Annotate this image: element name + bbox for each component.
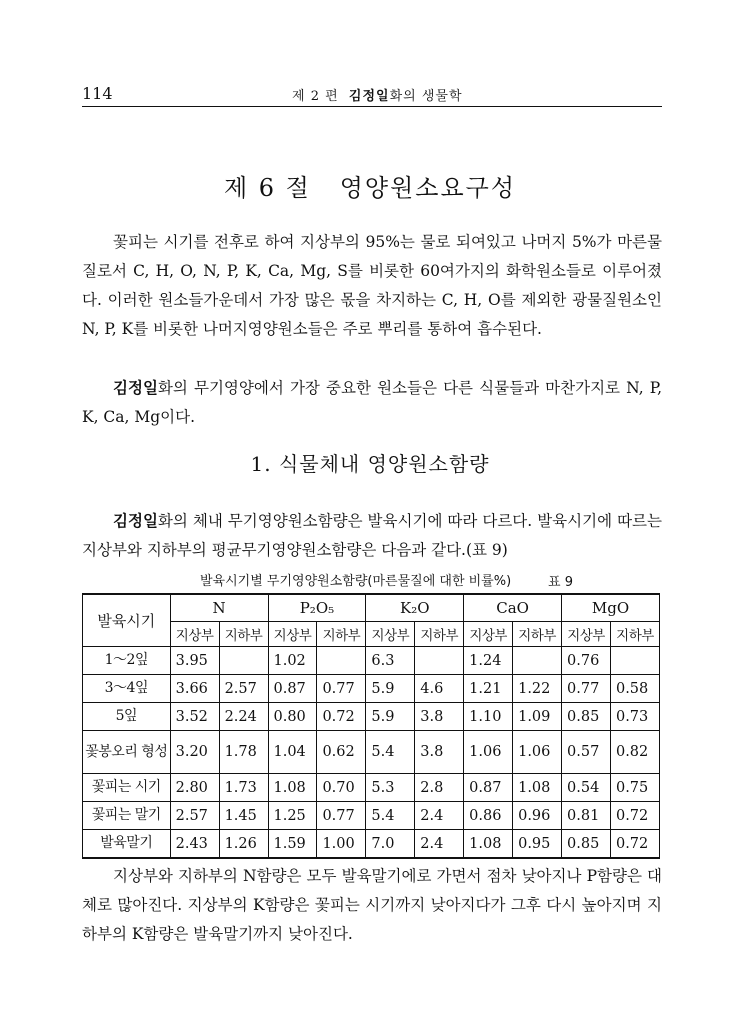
value-cell: 3.20: [170, 731, 219, 774]
value-cell: 0.75: [610, 774, 659, 802]
value-cell: 5.9: [366, 703, 415, 731]
value-cell: [610, 647, 659, 675]
value-cell: [317, 647, 366, 675]
value-cell: 2.57: [170, 802, 219, 830]
running-head-prefix: 제 2 편: [292, 89, 339, 104]
sub-header: 지상부: [464, 622, 513, 647]
value-cell: 2.43: [170, 830, 219, 859]
value-cell: 3.52: [170, 703, 219, 731]
value-cell: 0.87: [464, 774, 513, 802]
value-cell: 1.06: [464, 731, 513, 774]
table-row: [83, 830, 660, 859]
group-header: K₂O: [366, 594, 464, 622]
value-cell: 0.81: [562, 802, 611, 830]
stage-cell: 꽃피는 말기: [83, 802, 171, 830]
table-row: [83, 774, 660, 802]
stage-cell: 꽃피는 시기: [83, 774, 171, 802]
value-cell: 1.08: [464, 830, 513, 859]
body-paragraph-text: 화의 체내 무기영양원소함량은 발육시기에 따라 다르다. 발육시기에 따르는 지상부와 지하부의 평균무기영양원소함량은 다음과 같다.(표 9): [82, 512, 662, 559]
sub-header: 지상부: [562, 622, 611, 647]
table-row: [83, 802, 660, 830]
body-paragraph: [82, 506, 662, 565]
value-cell: 7.0: [366, 830, 415, 859]
value-cell: 1.08: [513, 774, 562, 802]
intro-paragraph-2: [82, 373, 662, 432]
stage-cell: 1～2잎: [83, 647, 171, 675]
page-header: [82, 84, 662, 107]
value-cell: 2.8: [415, 774, 464, 802]
nutrient-table: [82, 593, 660, 859]
value-cell: 5.3: [366, 774, 415, 802]
group-header: CaO: [464, 594, 562, 622]
flower-name-2: 김정일: [113, 511, 158, 530]
value-cell: 4.6: [415, 675, 464, 703]
value-cell: 0.85: [562, 703, 611, 731]
value-cell: 0.77: [317, 675, 366, 703]
value-cell: 0.72: [610, 830, 659, 859]
sub-header: 지하부: [317, 622, 366, 647]
sub-header: 지하부: [415, 622, 464, 647]
value-cell: 3.95: [170, 647, 219, 675]
value-cell: 0.58: [610, 675, 659, 703]
sub-header: 지상부: [268, 622, 317, 647]
stage-header: 발육시기: [83, 594, 171, 647]
value-cell: 1.45: [219, 802, 268, 830]
table-group-header-row: [83, 594, 660, 622]
section-title: 제 6 절 영양원소요구성: [223, 174, 517, 202]
value-cell: [513, 647, 562, 675]
sub-header: 지하부: [219, 622, 268, 647]
value-cell: [219, 647, 268, 675]
stage-cell: 발육말기: [83, 830, 171, 859]
value-cell: 0.73: [610, 703, 659, 731]
value-cell: 2.80: [170, 774, 219, 802]
table-label: 표 9: [548, 575, 573, 590]
value-cell: 0.77: [317, 802, 366, 830]
value-cell: 1.78: [219, 731, 268, 774]
value-cell: 1.02: [268, 647, 317, 675]
group-header: MgO: [562, 594, 660, 622]
value-cell: 0.77: [562, 675, 611, 703]
value-cell: 6.3: [366, 647, 415, 675]
table-row: [83, 703, 660, 731]
conclusion-paragraph: 지상부와 지하부의 N함량은 모두 발육말기에로 가면서 점차 낮아지나 P함량은 대체로 많아진다. 지상부의 K함량은 꽃피는 시기까지 낮아지다가 그후 다시 높아지며 지하부의 K함량은 발육말기까지 낮아진다.: [82, 867, 662, 943]
value-cell: 1.24: [464, 647, 513, 675]
sub-header: 지하부: [513, 622, 562, 647]
value-cell: 1.26: [219, 830, 268, 859]
value-cell: 1.10: [464, 703, 513, 731]
value-cell: 0.85: [562, 830, 611, 859]
subsection-title: 1. 식물체내 영양원소함량: [250, 452, 490, 476]
running-head-name: 김정일: [348, 89, 390, 104]
sub-header: 지하부: [610, 622, 659, 647]
flower-name: 김정일: [113, 378, 158, 397]
table-body: [83, 647, 660, 859]
value-cell: 0.72: [317, 703, 366, 731]
value-cell: 3.8: [415, 703, 464, 731]
group-header: N: [170, 594, 268, 622]
value-cell: 1.00: [317, 830, 366, 859]
value-cell: 1.22: [513, 675, 562, 703]
value-cell: 3.66: [170, 675, 219, 703]
value-cell: 0.95: [513, 830, 562, 859]
running-head: [292, 85, 463, 104]
table-row: [83, 675, 660, 703]
stage-cell: 3～4잎: [83, 675, 171, 703]
value-cell: 5.9: [366, 675, 415, 703]
running-head-suffix: 화의 생물학: [389, 89, 463, 104]
value-cell: 0.87: [268, 675, 317, 703]
intro-paragraph-2-text: 화의 무기영양에서 가장 중요한 원소들은 다른 식물들과 마찬가지로 N, P, K, Ca, Mg이다.: [82, 379, 662, 426]
value-cell: 0.80: [268, 703, 317, 731]
value-cell: 1.09: [513, 703, 562, 731]
value-cell: 5.4: [366, 802, 415, 830]
value-cell: 0.76: [562, 647, 611, 675]
value-cell: 1.59: [268, 830, 317, 859]
page-number: 114: [82, 84, 113, 103]
value-cell: 2.57: [219, 675, 268, 703]
value-cell: 0.54: [562, 774, 611, 802]
value-cell: 5.4: [366, 731, 415, 774]
value-cell: 1.08: [268, 774, 317, 802]
value-cell: 2.4: [415, 802, 464, 830]
value-cell: 1.06: [513, 731, 562, 774]
value-cell: 0.57: [562, 731, 611, 774]
value-cell: 0.72: [610, 802, 659, 830]
value-cell: 1.04: [268, 731, 317, 774]
stage-cell: 5잎: [83, 703, 171, 731]
stage-cell: 꽃봉오리 형성: [83, 731, 171, 774]
group-header: P₂O₅: [268, 594, 366, 622]
intro-paragraph-1: 꽃피는 시기를 전후로 하여 지상부의 95%는 물로 되여있고 나머지 5%가 마른물질로서 C, H, O, N, P, K, Ca, Mg, S를 비롯한 60여가지의 화학원소들로 이루어졌다. 이러한 원소들가운데서 가장 많은 몫을 차지하는 C, H, O를 제외한 광물질원소인 N, P, K를 비롯한 나머지영양원소들은 주로 뿌리를 통하여 흡수된다.: [82, 233, 662, 338]
table-caption: 발육시기별 무기영양원소함량(마른물질에 대한 비률%): [200, 574, 512, 589]
value-cell: 0.86: [464, 802, 513, 830]
value-cell: 3.8: [415, 731, 464, 774]
table-row: [83, 731, 660, 774]
value-cell: [415, 647, 464, 675]
value-cell: 1.25: [268, 802, 317, 830]
value-cell: 1.73: [219, 774, 268, 802]
value-cell: 0.62: [317, 731, 366, 774]
sub-header: 지상부: [170, 622, 219, 647]
value-cell: 1.21: [464, 675, 513, 703]
value-cell: 0.70: [317, 774, 366, 802]
value-cell: 0.96: [513, 802, 562, 830]
sub-header: 지상부: [366, 622, 415, 647]
table-row: [83, 647, 660, 675]
value-cell: 2.24: [219, 703, 268, 731]
value-cell: 0.82: [610, 731, 659, 774]
value-cell: 2.4: [415, 830, 464, 859]
